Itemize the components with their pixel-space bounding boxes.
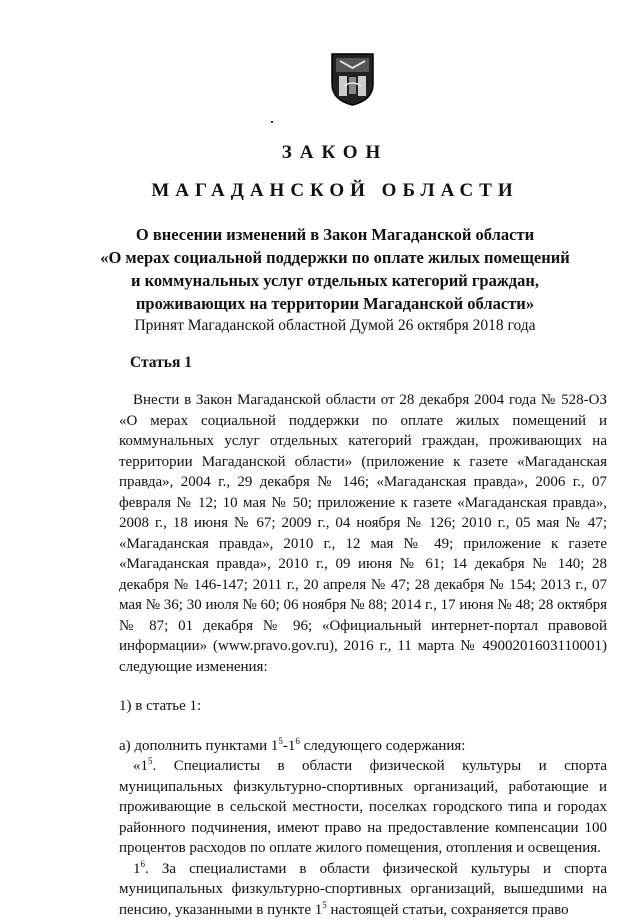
- superscript: 6: [295, 736, 300, 746]
- point-1-5: [119, 756, 607, 859]
- item-1: [119, 696, 607, 717]
- point-1-5-text: . Специалисты в области физической культуры и спорта муниципальных физкультурно-спортивных организаций, работающие и проживающие в сельской местности, поселках городского типа и городах районного подчинения, имеют право на предоставление компенсации 100 процентов расходов по оплате жилого помещения, отопления и освещения.: [119, 758, 607, 856]
- subtitle-line: О внесении изменений в Закон Магаданской области: [30, 223, 640, 246]
- subtitle-line: и коммунальных услуг отдельных категорий граждан,: [30, 269, 640, 292]
- point-1-6-text: настоящей статьи, сохраняется право: [327, 902, 569, 918]
- item-a: [119, 736, 607, 757]
- point-1-6-text: . За специалистами в области физической культуры и спорта муниципальных физкультурно-спортивных организаций, вышедшими на пенсию, указанными в пункте 1: [119, 861, 607, 918]
- document-title: ЗАКОН: [0, 142, 640, 164]
- document-subtitle: [0, 223, 640, 315]
- subtitle-line: проживающих на территории Магаданской области»: [30, 292, 640, 315]
- article-heading: Статья 1: [130, 354, 192, 372]
- item-1-text: 1) в статье 1:: [119, 698, 201, 714]
- subtitle-line: «О мерах социальной поддержки по оплате жилых помещений: [30, 246, 640, 269]
- item-a-text: следующего содержания:: [300, 738, 466, 754]
- document-region: МАГАДАНСКОЙ ОБЛАСТИ: [0, 180, 640, 202]
- intro-text: Внести в Закон Магаданской области от 28 декабря 2004 года № 528-ОЗ «О мерах социальной поддержки по оплате жилых помещений и коммунальных услуг отдельных категорий граждан, проживающих на территории Магаданской области» (приложение к газете «Магаданская правда», 2004 г., 29 декабря № 146; «Магаданская правда», 2006 г., 07 февраля № 12; 10 мая № 50; приложение к газете «Магаданская правда», 2008 г., 18 июня № 67; 2009 г., 04 ноября № 126; 2010 г., 05 мая № 47; «Магаданская правда», 2010 г., 12 мая № 49; приложение к газете «Магаданская правда», 2010 г., 09 июня № 61; 14 декабря № 140; 28 декабря № 146-147; 2011 г., 20 апреля № 47; 28 декабря № 154; 2013 г., 07 мая № 36; 30 июля № 60; 06 ноября № 88; 2014 г., 17 июня № 48; 28 октября № 87; 01 декабря № 96; «Официальный интернет-портал правовой информации» (www.pravo.gov.ru), 2016 г., 11 марта № 4900201603110001) следующие изменения:: [119, 392, 607, 675]
- point-1-6-number: 1: [133, 861, 141, 877]
- intro-paragraph: [119, 390, 607, 677]
- magadan-coat-of-arms-icon: [330, 52, 375, 107]
- adoption-note: Принят Магаданской областной Думой 26 октября 2018 года: [0, 317, 640, 335]
- point-1-6: [119, 859, 607, 920]
- superscript: 5: [148, 756, 153, 766]
- scan-dot: [271, 121, 273, 123]
- item-a-text: а) дополнить пунктами 1: [119, 738, 278, 754]
- article-body: [119, 390, 607, 920]
- superscript: 6: [141, 859, 146, 869]
- item-a-text: -1: [283, 738, 296, 754]
- superscript: 5: [322, 900, 327, 910]
- point-1-5-number: «1: [133, 758, 148, 774]
- superscript: 5: [278, 736, 283, 746]
